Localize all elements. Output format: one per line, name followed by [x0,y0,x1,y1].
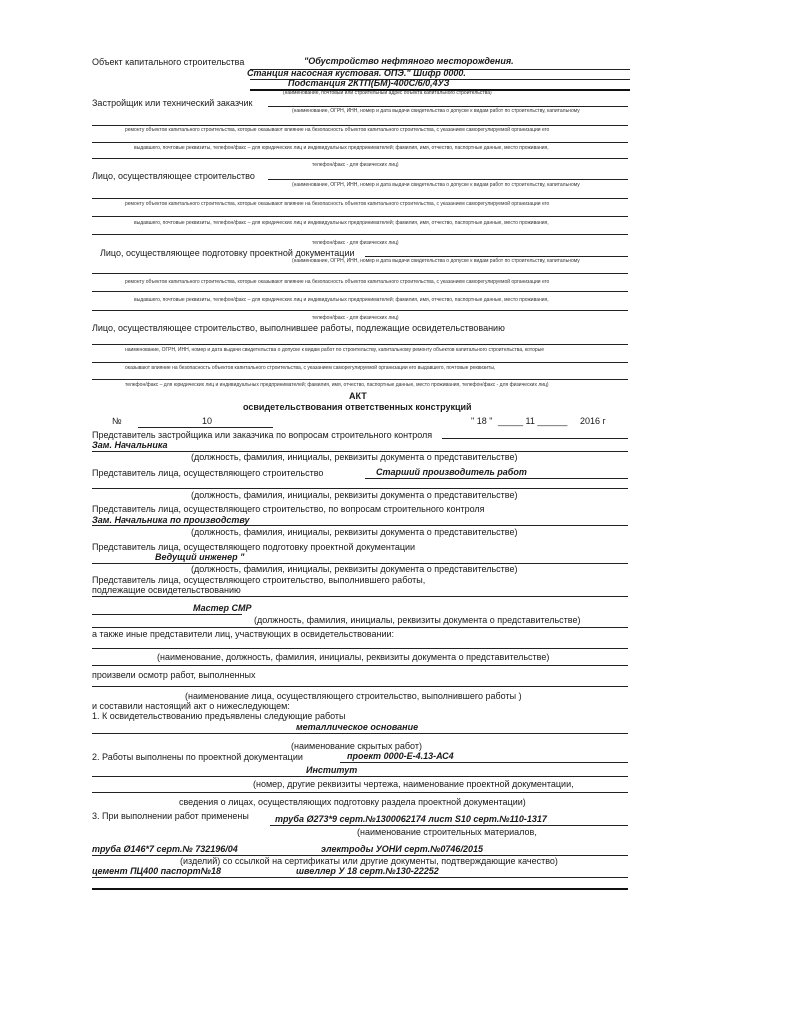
item1-note: (наименование скрытых работ) [291,741,422,751]
others-line [92,648,628,649]
performer-note-1: наименование, ОГРН, ИНН, номер и дата выдачи свидетельства о допуске к видам работ по строительству, капитальному ремонту объектов капитального строительства, которые [125,347,545,353]
rep4-note: (должность, фамилия, инициалы, реквизиты документа о представительстве) [191,564,518,574]
act-title: АКТ [349,391,367,401]
rep5-note: (должность, фамилия, инициалы, реквизиты документа о представительстве) [254,615,581,625]
performer-line-3 [92,379,628,380]
item2-note-1: (номер, другие реквизиты чертежа, наименование проектной документации, [253,779,574,789]
rep3-value: Зам. Начальника по производству [92,515,250,525]
inspection-label: произвели осмотр работ, выполненных [92,670,256,680]
builder-note-1: (наименование, ОГРН, ИНН, номер и дата выдачи свидетельства о допуске к видам работ по строительству, капитальному [292,182,580,188]
others-note: (наименование, должность, фамилия, инициалы, реквизиты документа о представительстве) [157,652,550,662]
rep5-label-1: Представитель лица, осуществляющего строительство, выполнившего работы, [92,575,426,585]
developer-line [268,106,628,107]
developer-line-2 [92,125,628,126]
material-1: труба Ø146*7 серт.№ 732196/04 [92,844,238,854]
builder-line-2 [92,198,628,199]
builder-line-3 [92,216,628,217]
item2-line [340,762,628,763]
act-number-line [138,427,273,428]
compose-text: и составили настоящий акт о нижеследующем: [92,701,290,711]
designer-note-2: ремонту объектов капитального строительства, которые оказывают влияние на безопасность объектов капитального строительства, с указанием саморегулируемой организации его [125,279,550,285]
act-number-value: 10 [202,416,213,426]
rep4-value: Ведущий инженер " [155,552,245,562]
builder-line-4 [92,234,628,235]
materials-note: (изделий) со ссылкой на сертификаты или другие документы, подтверждающие качество) [180,856,558,866]
rep5-label-2: подлежащие освидетельствованию [92,585,241,595]
rep1-value: Зам. Начальника [92,440,168,450]
rep2-label: Представитель лица, осуществляющего строительство [92,468,324,478]
rep3-line [92,525,628,526]
rep5-line-a [92,596,628,597]
item2-line-3 [92,792,628,793]
item2-line-2 [92,776,628,777]
developer-note-4: телефон/факс - для физических лиц) [312,162,399,168]
rep3-note: (должность, фамилия, инициалы, реквизиты документа о представительстве) [191,527,518,537]
rep5-line-c [92,627,628,628]
designer-note-1: (наименование, ОГРН, ИНН, номер и дата выдачи свидетельства о допуске к видам работ по строительству, капитальному [292,258,580,264]
developer-line-4 [92,158,628,159]
material-3: цемент ПЦ400 паспорт№18 [92,866,221,876]
item1-value: металлическое основание [296,722,419,732]
rep5-value: Мастер СМР [193,603,252,613]
developer-note-3: выдавшего, почтовые реквизиты, телефон/факс – для юридических лиц и индивидуальных предпринимателей; фамилия, имя, отчество, паспортные данные, место проживания, [134,145,549,151]
item3-label: 3. При выполнении работ применены [92,811,249,821]
item3-line [270,825,628,826]
performer-label: Лицо, осуществляющее строительство, выполнившее работы, подлежащие освидетельствованию [92,323,505,333]
act-number-label: № [112,416,122,426]
rep1-label-line [442,438,628,439]
others-label: а также иные представители лиц, участвующих в освидетельствовании: [92,629,395,639]
rep2-line [92,488,628,489]
materials-line-2 [92,877,628,878]
designer-line-3 [92,291,628,292]
developer-line-3 [92,142,628,143]
builder-note-2: ремонту объектов капитального строительства, которые оказывают влияние на безопасность объектов капитального строительства, с указанием саморегулируемой организации его [125,201,550,207]
material-4: швеллер У 18 серт.№130-22252 [296,866,439,876]
act-subtitle: освидетельствования ответственных конструкций [243,402,472,412]
inspection-line [92,686,628,687]
developer-note-1: (наименование, ОГРН, ИНН, номер и дата выдачи свидетельства о допуске к видам работ по строительству, капитальному [292,108,580,114]
item2-note-2: сведения о лицах, осуществляющих подготовку раздела проектной документации) [179,797,526,807]
builder-label: Лицо, осуществляющее строительство [92,171,255,181]
act-date-month: _____ 11 ______ [498,416,568,426]
item3-note: (наименование строительных материалов, [357,827,537,837]
item2-label: 2. Работы выполнены по проектной документации [92,752,303,762]
developer-note-2: ремонту объектов капитального строительства, которые оказывают влияние на безопасность объектов капитального строительства, с указанием саморегулируемой организации его [125,127,550,133]
performer-line-2 [92,362,628,363]
builder-note-4: телефон/факс - для физических лиц) [312,240,399,246]
designer-line-2 [92,273,628,274]
designer-line-4 [92,310,628,311]
rep1-label: Представитель застройщика или заказчика по вопросам строительного контроля [92,430,433,440]
item1-line [92,733,628,734]
builder-note-3: выдавшего, почтовые реквизиты, телефон/факс – для юридических лиц и индивидуальных предпринимателей; фамилия, имя, отчество, паспортные данные, место проживания, [134,220,549,226]
rep2-value-line [365,478,628,479]
object-name-line2: Станция насосная кустовая. ОПЭ." Шифр 0000. [247,68,466,78]
others-line-2 [92,665,628,666]
act-date-year: 2016 г [580,416,606,426]
object-name-line3: Подстанция 2КТП(БМ)-400С/6/0,4УЗ [288,78,450,88]
object-label: Объект капитального строительства [92,57,245,67]
rep2-value: Старший производитель работ [376,467,527,477]
item3-value: труба Ø273*9 серт.№1300062174 лист S10 серт.№110-1317 [275,814,547,824]
builder-line [268,179,628,180]
rep3-label: Представитель лица, осуществляющего строительство, по вопросам строительного контроля [92,504,485,514]
rep4-label: Представитель лица, осуществляющего подготовку проектной документации [92,542,416,552]
designer-label: Лицо, осуществляющее подготовку проектной документации [100,248,355,258]
designer-note-3: выдавшего, почтовые реквизиты, телефон/факс – для юридических лиц и индивидуальных предпринимателей; фамилия, имя, отчество, паспортные данные, место проживания, [134,297,549,303]
rep5-line-b [92,614,242,615]
object-note: (наименование, почтовый или строительный адрес объекта капитального строительства) [283,90,492,96]
performer-note-3: телефон/факс – для юридических лиц и индивидуальных предпринимателей; фамилия, имя, отчество, паспортные данные, место проживания, телефон/факс - для физических лиц) [125,382,549,388]
act-date-day: " 18 " [471,416,493,426]
object-name-line1: "Обустройство нефтяного месторождения. [304,56,514,66]
developer-label: Застройщик или технический заказчик [92,98,253,108]
material-2: электроды УОНИ серт.№0746/2015 [321,844,483,854]
materials-line-3 [92,888,628,890]
item2-value-2: Институт [306,765,358,775]
item1-label: 1. К освидетельствованию предъявлены следующие работы [92,711,346,721]
designer-line [365,256,628,257]
inspection-note: (наименование лица, осуществляющего строительство, выполнившего работы ) [185,691,522,701]
performer-note-2: оказывают влияние на безопасность объектов капитального строительства, с указанием саморегулируемой организации его выдавшего, почтовые реквизиты, [125,365,496,371]
performer-line [92,344,628,345]
item2-value: проект 0000-Е-4.13-АС4 [347,751,454,761]
rep1-note: (должность, фамилия, инициалы, реквизиты документа о представительстве) [191,452,518,462]
designer-note-4: телефон/факс - для физических лиц) [312,315,399,321]
rep2-note: (должность, фамилия, инициалы, реквизиты документа о представительстве) [191,490,518,500]
